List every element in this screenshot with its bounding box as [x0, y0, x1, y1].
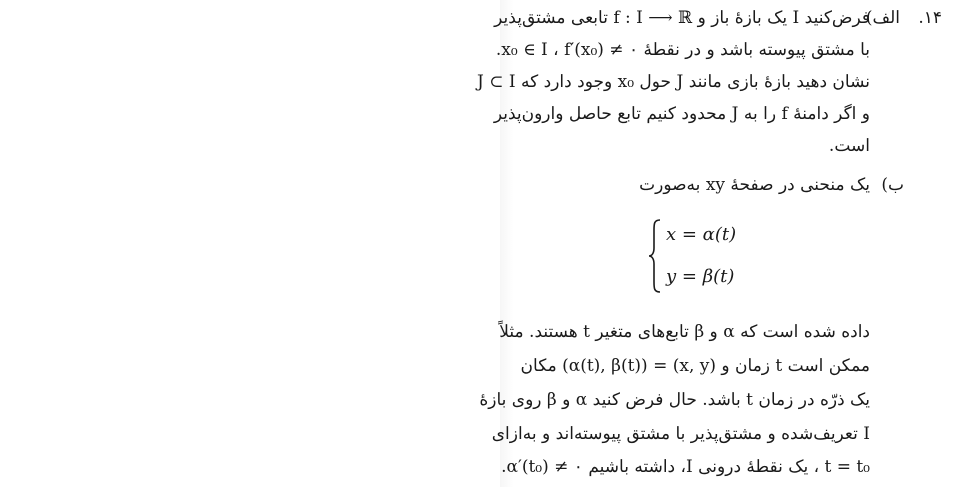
part-b-line-3: یک ذرّه در زمان t باشد. حال فرض کنید α و β روی بازهٔ	[479, 390, 870, 410]
part-a-line-2: با مشتق پیوسته باشد و در نقطهٔ x₀ ∈ I ، f′(x₀) ≠ ۰.	[495, 40, 870, 60]
part-a-line-4: و اگر دامنهٔ f را به J محدود کنیم تابع حاصل وارون‌پذیر	[493, 104, 870, 124]
part-b-line-1: داده شده است که α و β تابع‌های متغیر t هستند. مثلاً	[499, 322, 870, 342]
part-a-line-1: فرض‌کنید I یک بازهٔ باز و f : I ⟶ ℝ تابعی مشتق‌پذیر	[494, 8, 870, 28]
problem-number: ۱۴.	[918, 8, 942, 28]
part-b-line-4: I تعریف‌شده و مشتق‌پذیر با مشتق پیوسته‌اند و به‌ازای	[491, 424, 870, 444]
equation-x: x = α(t)	[666, 224, 737, 245]
part-a-line-3: نشان دهید بازهٔ بازی مانند J حول x₀ وجود دارد که J ⊂ I	[477, 72, 870, 92]
part-b-label: ب)	[881, 175, 904, 195]
part-a-label: الف)	[865, 8, 900, 28]
equation-y: y = β(t)	[666, 266, 735, 287]
part-a-line-5: است.	[828, 136, 870, 156]
part-b-line-5: t = t₀ ، یک نقطهٔ درونی I، داشته باشیم α′(t₀) ≠ ۰.	[501, 457, 870, 477]
part-b-intro: یک منحنی در صفحهٔ xy به‌صورت	[639, 175, 870, 195]
part-b-line-2: ممکن است t زمان و (x, y) = (α(t), β(t)) مکان	[520, 356, 870, 376]
equation-system	[648, 218, 768, 294]
left-brace-icon	[648, 218, 662, 294]
